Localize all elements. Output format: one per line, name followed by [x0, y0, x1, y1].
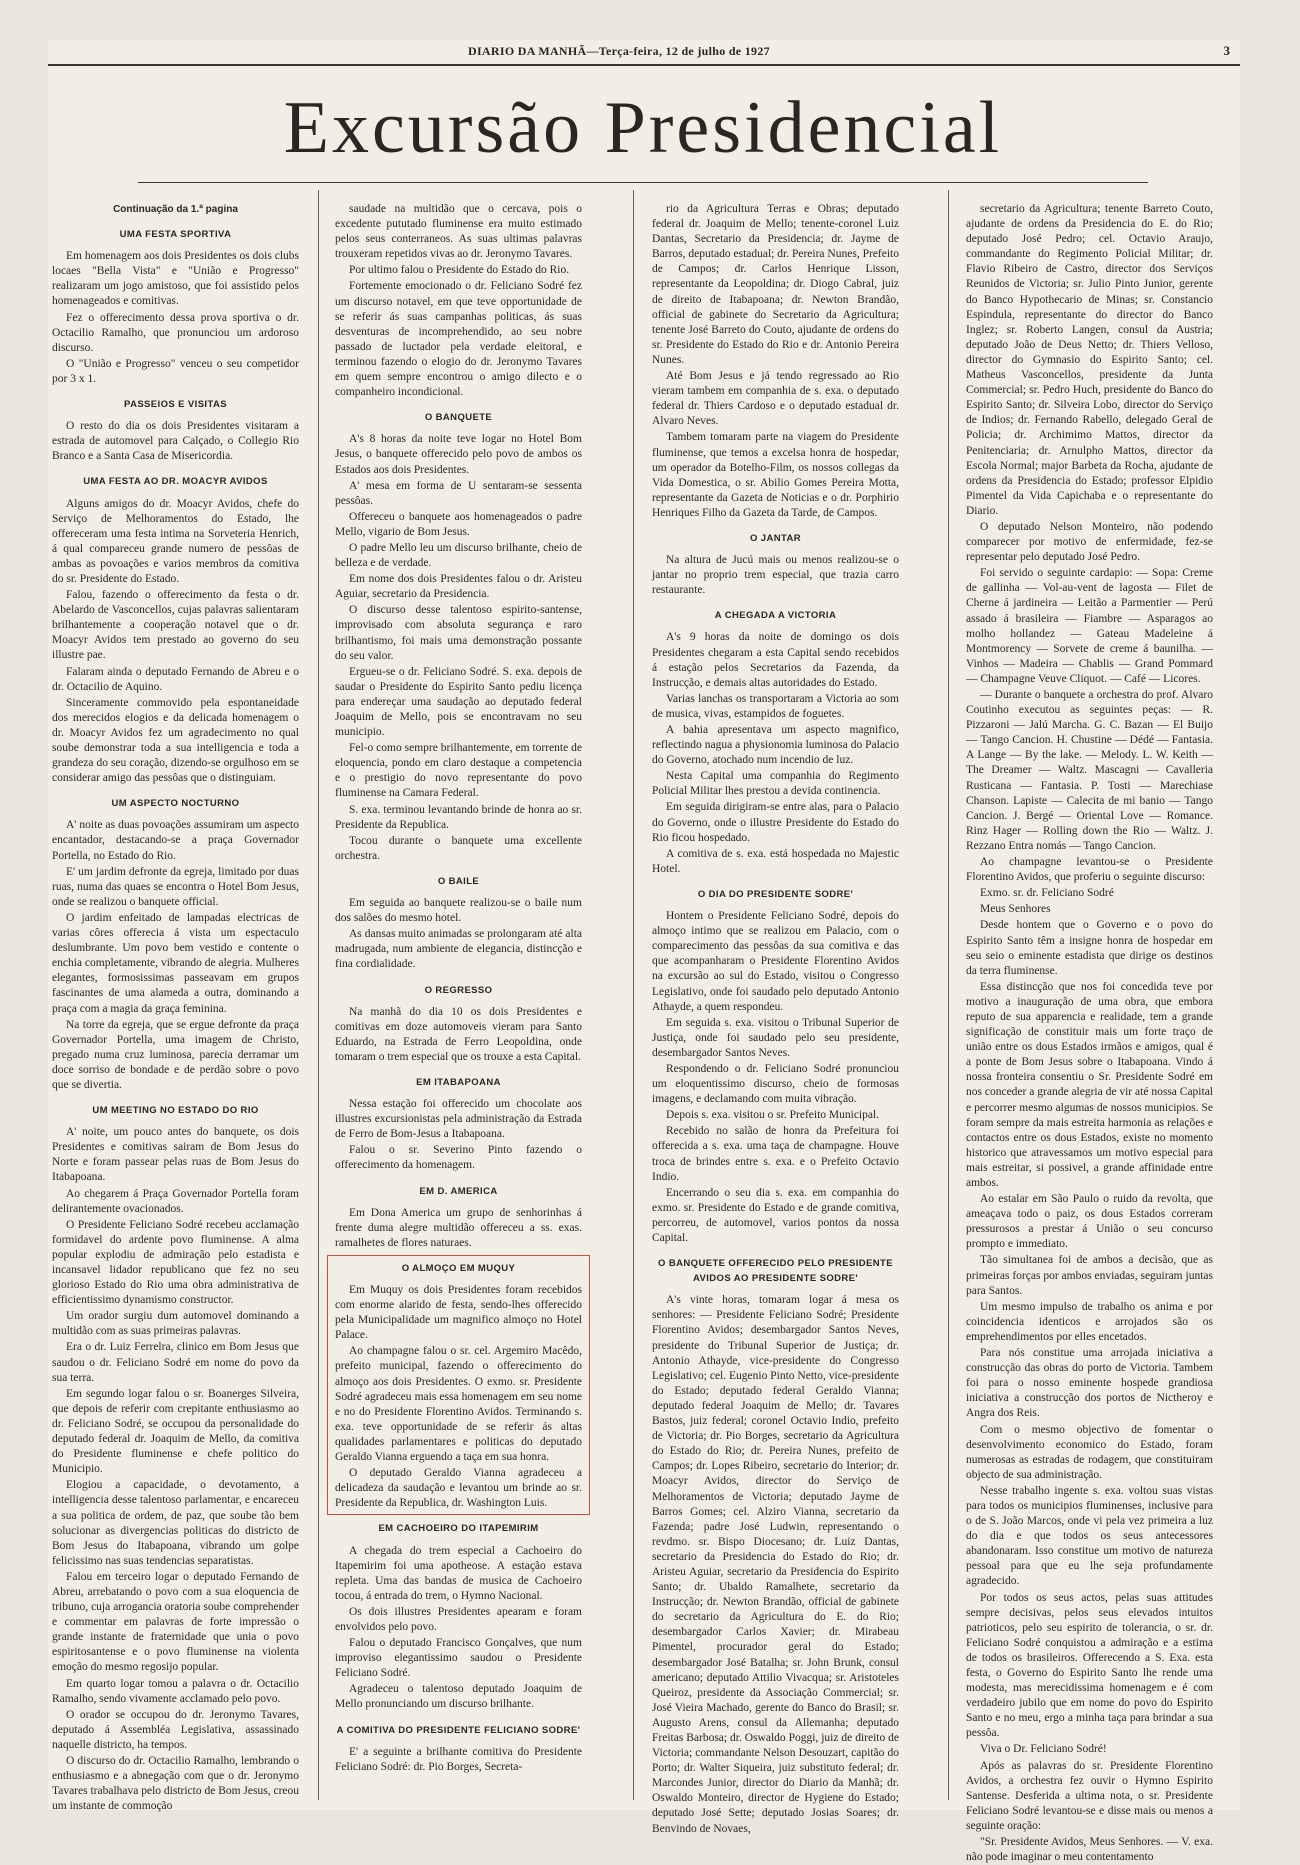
column-divider — [948, 190, 949, 1800]
section-heading: UM MEETING NO ESTADO DO RIO — [92, 1105, 259, 1117]
section-heading: O BAILE — [437, 875, 480, 887]
paragraph: Varias lanchas os transportaram a Victoria ao som de musica, vivas, estampidos de foguetes. — [652, 692, 899, 720]
paragraph: Agradeceu o talentoso deputado Joaquim de Mello pronunciando um discurso brilhante. — [335, 1683, 582, 1711]
paragraph: E' um jardim defronte da egreja, limitado por duas ruas, numa das quaes se encontra o Hotel Bom Jesus, onde se realizou o banquete official. — [52, 865, 299, 908]
paragraph: Em seguida s. exa. visitou o Tribunal Superior de Justiça, onde foi saudado pelo seu presidente, desembargador Santos Neves. — [652, 1016, 899, 1059]
paragraph: Encerrando o seu dia s. exa. em companhia do exmo. sr. Presidente do Estado e de grande comitiva, percorreu, de automovel, varios pontos da nossa Capital. — [652, 1186, 899, 1244]
section-heading: A COMITIVA DO PRESIDENTE FELICIANO SODRE' — [336, 1724, 581, 1736]
paragraph: Em quarto logar tomou a palavra o dr. Octacilio Ramalho, sendo vivamente acclamado pelo povo. — [52, 1677, 299, 1705]
section-heading: O BANQUETE — [424, 412, 493, 424]
section-heading: UMA FESTA SPORTIVA — [119, 229, 232, 241]
paragraph: O orador se occupou do dr. Jeronymo Tavares, deputado á Assembléa Legislativa, assassinado naquelle districto, ha tempos. — [52, 1708, 299, 1751]
paragraph: Nessa estação foi offerecido um chocolate aos illustres excursionistas pela administração da Estrada de Ferro de Bom-Jesus a Itabapoana. — [335, 1098, 582, 1141]
paragraph: A' noite as duas povoações assumiram um aspecto encantador, destacando-se a praça Governador Portella, no Estado do Rio. — [52, 819, 299, 862]
paragraph: Recebido no salão de honra da Prefeitura foi offerecida a s. exa. uma taça de champagne. Houve troca de brindes entre s. exa. e o Prefeito Octavio Indio. — [652, 1125, 899, 1183]
paragraph: Falou, fazendo o offerecimento da festa o dr. Abelardo de Vasconcellos, cujas palavras salientaram brilhantemente a cooperação notavel que o dr. Moacyr Avidos tem prestado ao governo do seu illustre pae. — [52, 589, 299, 662]
paragraph: Falou o deputado Francisco Gonçalves, que num improviso elegantissimo saudou o Presidente Feliciano Sodré. — [335, 1637, 582, 1680]
paragraph: Em seguida dirigiram-se entre alas, para o Palacio do Governo, onde o illustre Presidente do Estado do Rio ficou hospedado. — [652, 801, 899, 844]
paragraph: O resto do dia os dois Presidentes visitaram a estrada de automovel para Calçado, o Collegio Rio Branco e a Santa Casa de Misericordia. — [52, 420, 299, 463]
paragraph: Nesta Capital uma companhia do Regimento Policial Militar lhes prestou a devida continencia. — [652, 770, 899, 798]
paragraph: — Durante o banquete a orchestra do prof. Alvaro Coutinho executou as seguintes peças: — R. Pizzaroni — Jalú Marcha. G. C. Bazan — El Buijo — Tango Cancion. H. Chustine — Dédé — Fantasia. A Lange — By the lake. — Melody. L. W. Keith — The Dreamer — Waltz. Mascagni — Cavalleria Rusticana — Fantasia. P. Tosti — Marechiase Chanson. Lapiste — Calecita de mi banio — Tango Cancion. J. Bergé — Oriental Love — Romance. Rinz Hager — Rolling down the Rio — Waltz. J. Rezzano Entra nomás — Tango Cancion. — [966, 689, 1213, 852]
paragraph: A comitiva de s. exa. está hospedada no Majestic Hotel. — [652, 847, 899, 875]
paragraph: O padre Mello leu um discurso brilhante, cheio de belleza e de verdade. — [335, 541, 582, 570]
paragraph: "Sr. Presidente Avidos, Meus Senhores. — V. exa. não pode imaginar o meu contentamento — [966, 1836, 1213, 1864]
paragraph: rio da Agricultura Terras e Obras; deputado federal dr. Joaquim de Mello; tenente-coronel Luiz Dantas, Secretario da Presidencia; dr. Jayme de Barros, deputado estadual; dr. Pereira Nunes, Prefeito de Campos; dr. Carlos Henrique Lisson, representante da Leopoldina; dr. Diogo Cabral, juiz de direito de Itabapoana; dr. Newton Brandão, official de gabinete do Secretario da Agricultura; tenente José Barreto do Couto, ajudante de ordens do sr. Presidente do Estado do Rio e dr. Antonio Pereira Nunes. — [652, 203, 899, 366]
paragraph: A's vinte horas, tomaram logar á mesa os senhores: — Presidente Feliciano Sodré; Presidente Florentino Avidos; desembargador Santos Neves, presidente do Tribunal Superior de Justiça; dr. Antonio Athayde, vice-presidente do Congresso Legislativo; cel. Eugenio Pinto Netto, vice-presidente do Estado; deputado federal Geraldo Vianna; deputado federal Joaquim de Mello; dr. Tavares Bastos, juiz federal; coronel Octavio Indio, prefeito de Victoria; dr. Pio Borges, secretario da Agricultura do Estado do Rio; dr. Pereira Nunes, prefeito de Campos; dr. Lopes Ribeiro, secretario do Interior; dr. Moacyr Avidos, director do Serviço de Melhoramentos de Victoria; deputado Jayme de Barros Gomes; cel. Alziro Vianna, secretario da Fazenda; padre José Ludwin, representando o revdmo. sr. Bispo Diocesano; dr. Luiz Dantas, secretario da Presidencia do Estado do Rio; dr. Aristeu Aguiar, secretario da Presidencia do Espirito Santo; dr. Ubaldo Ramalhete, secretario da Instrucção; dr. Newton Brandão, official de gabinete do secretario da Agricultura do E. do Rio; desembargador Carlos Xavier; dr. Mirabeau Pimentel, procurador geral do Estado; desembargador José Batalha; sr. John Brunk, consul americano; deputado Attilio Vivacqua; sr. Aristoteles Queiroz, presidente da Associação Commercial; sr. José Vieira Machado, gerente do Banco do Brasil; sr. Augusto Arens, consul da Allemanha; deputado Freitas Barbosa; dr. Oswaldo Poggi, juiz de direito de Victoria; commandante Nelson Desouzart, capitão do Porto; dr. Walter Siqueira, juiz substituto federal; dr. Marcondes Junior, director do Diario da Manhã; dr. Oswaldo Monteiro, director de Hygiene do Estado; deputado José Sette; deputado Josias Soares; dr. Benvindo de Novaes, — [652, 1294, 899, 1835]
section-heading: O BANQUETE OFFERECIDO PELO PRESIDENTE AVIDOS AO PRESIDENTE SODRE' — [658, 1258, 893, 1285]
paragraph: Elogiou a capacidade, o devotamento, a intelligencia desse talentoso parlamentar, e encareceu a sua politica de ordem, de paz, que soube tão bem solucionar as divergencias politicas do districto de Bom Jesus do Itabapoana, vibrando um golpe felicissimo nas suas tendencias separatistas. — [52, 1479, 299, 1567]
paragraph: Viva o Dr. Feliciano Sodré! — [980, 1743, 1107, 1756]
section-heading: O ALMOÇO EM MUQUY — [401, 1262, 516, 1274]
paragraph: Essa distincção que nos foi concedida teve por motivo a inauguração de uma obra, que embora reputo de sua apparencia e realidade, tem a grande significação de constituir mais um forte traço de união entre os dous Estados irmãos e amigos, qual é a ponte de Bom Jesus sobre o Itabapoana. Vindo á nossa fronteira consentiu o Sr. Presidente Sodré em nos conceder a grande alegria de vir até nossa Capital e percorrer mesmo algumas de nossos municipios. Se foram sempre da mais estreita harmonia as relações e contactos entre os dous Estados, existe no momento historico que atravessamos um motivo especial para mais estreitar, si possivel, a grande affinidade entre ambos. — [966, 980, 1213, 1189]
paragraph: Em nome dos dois Presidentes falou o dr. Aristeu Aguiar, secretario da Presidencia. — [335, 573, 582, 601]
paragraph: Um orador surgiu dum automovel dominando a multidão com as suas primeiras palavras. — [52, 1310, 299, 1338]
paragraph: Falou o sr. Severino Pinto fazendo o offerecimento da homenagem. — [335, 1144, 582, 1172]
column-1 — [52, 202, 300, 1813]
column-divider — [633, 190, 634, 1800]
section-heading: EM D. AMERICA — [419, 1185, 498, 1197]
paragraph: Respondendo o dr. Feliciano Sodré pronunciou um eloquentissimo discurso, cheio de formosas imagens, e declamando com muita vibração. — [652, 1062, 899, 1106]
paragraph: Um mesmo impulso de trabalho os anima e por coincidencia identicos e arrojados são os emprehendimentos por elles encetados. — [966, 1300, 1213, 1343]
section-heading: O DIA DO PRESIDENTE SODRE' — [697, 888, 854, 900]
column-4 — [966, 202, 1213, 1864]
salutation: Meus Senhores — [980, 903, 1051, 916]
paragraph: Tambem tomaram parte na viagem do Presidente fluminense, que temos a excelsa honra de hospedar, um operador da Botelho-Film, os nossos collegas da Vida Domestica, o sr. Abilio Gomes Pereira Motta, representante da Gazeta de Noticias e o dr. Porphirio Henriques Filho da Gazeta da Tarde, de Campos. — [652, 431, 899, 519]
paragraph: Desde hontem que o Governo e o povo do Espirito Santo têm a insigne honra de hospedar em seu seio o eminente estadista que dirige os destinos da terra fluminense. — [966, 919, 1213, 977]
paragraph: Após as palavras do sr. Presidente Florentino Avidos, a orchestra fez ouvir o Hymno Espirito Santense. Desferida a ultima nota, o sr. Presidente Feliciano Sodré levantou-se e disse mais ou menos a seguinte oração: — [966, 1759, 1213, 1832]
section-heading: EM CACHOEIRO DO ITAPEMIRIM — [378, 1523, 539, 1535]
paragraph: A's 8 horas da noite teve logar no Hotel Bom Jesus, o banquete offerecido pelo povo de ambos os Estados aos dois Presidentes. — [335, 433, 582, 476]
paragraph: Na manhã do dia 10 os dois Presidentes e comitivas em doze automoveis vieram para Santo Eduardo, na Estrada de Ferro Leopoldina, onde tomaram o trem especial que os trouxe a esta Capital. — [335, 1005, 582, 1063]
paragraph: Foi servido o seguinte cardapio: — Sopa: Creme de gallinha — Vol-au-vent de lagosta — Filet de Cherne á jardineira — Leitão a Parmentier — Perú assado á brasileira — Fiambre — Asparagos ao molho hollandez — Gateau Madeleine á Montmorency — Sorvete de creme á baunilha. — Vinhos — Madeira — Chablis — Grand Pommard — Champagne Veuve Cliquot. — Café — Licores. — [966, 567, 1213, 685]
paragraph: Em Dona America um grupo de senhorinhas á frente duma alegre multidão offereceu a ss. exas. ramalhetes de flores naturaes. — [335, 1206, 582, 1249]
paragraph: Tocou durante o banquete uma excellente orchestra. — [335, 834, 582, 862]
section-heading: PASSEIOS E VISITAS — [124, 399, 227, 411]
paragraph: Até Bom Jesus e já tendo regressado ao Rio vieram tambem em companhia de s. exa. o deputado federal dr. Thiers Cardoso e o deputado estadual dr. Alvaro Neves. — [652, 370, 899, 428]
paragraph: Nesse trabalho ingente s. exa. voltou suas vistas para todos os municipios fluminenses, inclusive para o de S. João Marcos, onde vi pela vez primeira a luz do dia e que todos os seus antecessores abandonaram. Isso constitue um motivo de natureza pessoal para que eu lhe seja profundamente agradecido. — [966, 1484, 1213, 1588]
paragraph: Na torre da egreja, que se ergue defronte da praça Governador Portella, uma imagem de Christo, pregado numa cruz luminosa, parecia derramar um doce sorriso de bondade e de perdão sobre o povo que se divertia. — [52, 1018, 299, 1091]
paragraph: Offereceu o banquete aos homenageados o padre Mello, vigario de Bom Jesus. — [335, 510, 582, 538]
section-heading: EM ITABAPOANA — [416, 1076, 501, 1088]
paragraph: Era o dr. Luiz Ferrelra, clinico em Bom Jesus que saudou o dr. Feliciano Sodré em nome do povo da sua terra. — [52, 1341, 299, 1384]
paragraph: E' a seguinte a brilhante comitiva do Presidente Feliciano Sodré: dr. Pio Borges, Secreta- — [335, 1745, 582, 1773]
continuation-note: Continuação da 1.ª pagina — [113, 204, 238, 215]
newspaper-page — [48, 40, 1240, 1864]
paragraph: A chegada do trem especial a Cachoeiro do Itapemirim foi uma apotheose. A estação estava repleta. Uma das bandas de musica de Cachoeiro tocou, á entrada do trem, o Hymno Nacional. — [335, 1544, 582, 1602]
paragraph: O discurso desse talentoso espirito-santense, improvisado com absoluta segurança e raro brilhantismo, foi mais uma demonstração possante do seu valor. — [335, 604, 582, 662]
paragraph: Tão simultanea foi de ambos a decisão, que as primeiras forças por ambos enviadas, seguiram juntas para Santos. — [966, 1254, 1213, 1297]
paragraph: O deputado Nelson Monteiro, não podendo comparecer por motivo de enfermidade, fez-se representar pelo deputado José Pedro. — [966, 520, 1213, 564]
paragraph: Para nós constitue uma arrojada iniciativa a construcção das obras do porto de Victoria. Tambem foi para o nosso eminente hospede grandiosa iniciativa a construcção dos portos de Nictheroy e Angra dos Reis. — [966, 1347, 1213, 1420]
page-number: 3 — [1223, 43, 1230, 58]
headline-divider — [138, 182, 1148, 183]
paragraph: A bahia apresentava um aspecto magnifico, reflectindo nagua a physionomia luminosa do Palacio do Governo, atochado num incendio de luz. — [652, 724, 899, 767]
paragraph: Com o mesmo objectivo de fomentar o desenvolvimento economico do Estado, foram numerosas as estradas de rodagem, que constituiram objecto de sua administração. — [966, 1423, 1213, 1481]
section-heading: A CHEGADA A VICTORIA — [714, 610, 837, 622]
paragraph: Ergueu-se o dr. Feliciano Sodré. S. exa. depois de saudar o Presidente do Espirito Santo pediu licença para endereçar uma saudação ao deputado federal Joaquim de Mello, pois se encontravam no seu municipio. — [335, 665, 582, 739]
column-2 — [335, 202, 582, 1802]
paragraph: S. exa. terminou levantando brinde de honra ao sr. Presidente da Republica. — [335, 803, 582, 831]
paragraph: Em segundo logar falou o sr. Boanerges Silveira, que depois de referir com crepitante enthusiasmo ao dr. Feliciano Sodré, se occupou da personalidade do deputado federal dr. Joaquim de Mello, da comitiva do Presidente fluminense e chefe politico do Municipio. — [52, 1387, 299, 1476]
paragraph: Falaram ainda o deputado Fernando de Abreu e o dr. Octacilio de Aquino. — [52, 665, 299, 693]
paragraph: Fez o offerecimento dessa prova sportiva o dr. Octacilio Ramalho, que pronunciou um ardoroso discurso. — [52, 311, 299, 354]
paragraph: Na altura de Jucú mais ou menos realizou-se o jantar no proprio trem especial, que trazia carro restaurante. — [652, 554, 899, 597]
paragraph: Depois s. exa. visitou o sr. Prefeito Municipal. — [666, 1109, 880, 1122]
paragraph: Em seguida ao banquete realizou-se o baile num dos salões do mesmo hotel. — [335, 897, 582, 925]
paragraph: O Presidente Feliciano Sodré recebeu acclamação formidavel do ardente povo fluminense. A alma popular explodiu de admiração pelo estadista e incansavel lidador republicano que fez no seu glorioso Estado do Rio uma obra administrativa de efficientissimo dynamismo constructor. — [52, 1218, 299, 1307]
paragraph: A's 9 horas da noite de domingo os dois Presidentes chegaram a esta Capital sendo recebidos á estação pelos Secretarios da Fazenda, da Instrucção, e demais altas autoridades do Estado. — [652, 631, 899, 689]
section-heading: O JANTAR — [749, 532, 802, 544]
paragraph: Em Muquy os dois Presidentes foram recebidos com enorme alarido de festa, sendo-lhes offerecido pela Municipalidade um magnifico almoço no Hotel Palace. — [335, 1284, 582, 1342]
section-heading: O REGRESSO — [424, 984, 493, 996]
paragraph: Ao estalar em São Paulo o ruido da revolta, que ameaçava todo o paiz, os dous Estados correram pressurosos a prestar á União o seu concurso prompto e immediato. — [966, 1193, 1213, 1251]
paragraph: secretario da Agricultura; tenente Barreto Couto, ajudante de ordens da Presidencia do E. do Rio; deputado José Pedro; cel. Octavio Araujo, commandante do Regimento Policial Militar; dr. Flavio Ribeiro de Castro, director dos Serviços Reunidos de Victoria; sr. Julio Pinto Junior, gerente do Banco Hypothecario de Minas; sr. Constancio Espindula, representante do director do Banco Inglez; sr. Roberto Langen, consul da Austria; deputado João de Deus Netto; dr. Thiers Velloso, director do Gymnasio do Espirito Santo; cel. Matheus Vasconcellos, presidente da Junta Commercial; sr. Pedro Huch, presidente do Banco do Espirito Santo; dr. Silveira Lobo, director do Serviço de Indios; dr. Fernando Rabello, delegado Geral de Policia; dr. Archimimo Mattos, director da Penitenciaria; dr. Arnulpho Mattos, director da Escola Normal; major Barbeta da Rocha, ajudante de ordens da Presidencia do Estado; professor Elpidio Pimentel da Vida Capichaba e o representante do Diario. — [966, 203, 1213, 517]
paragraph: O deputado Geraldo Vianna agradeceu a delicadeza da saudação e levantou um brinde ao sr. Presidente da Republica, dr. Washington Luis. — [335, 1467, 582, 1510]
paragraph: Por todos os seus actos, pelas suas attitudes sempre decisivas, pelos seus elevados intuitos patrioticos, pelo seu espirito de tolerancia, o sr. dr. Feliciano Sodré conquistou a admiração e a estima de todos os brasileiros. Offerecendo a S. Exa. esta festa, o Governo do Espirito Santo lhe rende uma modesta, mas merecidissima homenagem e é com verdadeiro jubilo que em nome do povo do Espirito Santo e no meu, ergo a minha taça para brindar a sua pessôa. — [966, 1591, 1213, 1740]
paragraph: Os dois illustres Presidentes apearam e foram envolvidos pelo povo. — [335, 1605, 582, 1633]
paragraph: Fortemente emocionado o dr. Feliciano Sodré fez um discurso notavel, em que teve opportunidade de se referir ás suas campanhas politicas, ás suas desventuras de incomprehendido, ao seu nobre passado de luctador pela verdade eleitoral, e terminou fazendo o elogio do dr. Jeronymo Tavares em quem sempre encontrou o amigo dilecto e o companheiro incondicional. — [335, 280, 582, 399]
paragraph: O jardim enfeitado de lampadas electricas de varias côres offerecia á vista um espectaculo deslumbrante. Um povo bem vestido e contente o enchia completamente, vibrando de alegria. Mulheres elegantes, formosissimas passeavam em grupos fascinantes de uma alameda a outra, dominando a praça com a magia da graça feminina. — [52, 911, 299, 1015]
masthead — [48, 40, 1240, 66]
section-heading: UMA FESTA AO DR. MOACYR AVIDOS — [83, 476, 268, 488]
paragraph: Falou em terceiro logar o deputado Fernando de Abreu, arrebatando o povo com a sua eloquencia de tribuno, cuja arrogancia oratoria soube comprehender e commentar em palavras de forte impressão o grande instante de fraternidade que unia o povo espiritosantense e o povo fluminense na violenta emoção do mesmo regosijo popular. — [52, 1570, 299, 1674]
paragraph: Ao champagne falou o sr. cel. Argemiro Macêdo, prefeito municipal, fazendo o offerecimento do almoço aos dois Presidentes. O exmo. sr. Presidente Sodré agradeceu mais essa homenagem em seu nome e no do Presidente Florentino Avidos. Terminando s. exa. teve opportunidade de se referir ás altas qualidades parlamentares e politicas do deputado Geraldo Vianna erguendo a taça em sua honra. — [335, 1345, 582, 1464]
paragraph: A' noite, um pouco antes do banquete, os dois Presidentes e comitivas sairam de Bom Jesus do Norte e foram passear pelas ruas de Bom Jesus do Itabapoana. — [52, 1126, 299, 1184]
paragraph: Por ultimo falou o Presidente do Estado do Rio. — [349, 264, 570, 277]
column-3 — [652, 202, 899, 1835]
paragraph: Em homenagem aos dois Presidentes os dois clubs locaes "Bella Vista" e "União e Progresso" realizaram um jogo amistoso, que foi assistido pelos homenageados e comitivas. — [52, 250, 299, 308]
paragraph: O discurso do dr. Octacilio Ramalho, lembrando o enthusiasmo e a abnegação com que o dr. Jeronymo Tavares trabalhava pelo districto de Bom Jesus, creou um instante de commoção — [52, 1755, 300, 1813]
column-divider — [318, 190, 319, 1800]
masthead-date: DIARIO DA MANHÃ—Terça-feira, 12 de julho de 1927 — [468, 44, 770, 58]
paragraph: Fel-o como sempre brilhantemente, em torrente de eloquencia, pondo em claro destaque a competencia e o prestigio do novo representante do povo fluminense na Camara Federal. — [335, 742, 582, 800]
paragraph: saudade na multidão que o cercava, pois o excedente pututado fluminense era muito estimado pelos seus conterraneos. As suas ultimas palavras trouxeram repetidos vivas ao dr. Jeronymo Tavares. — [335, 203, 582, 261]
page-headline: Excursão Presidencial — [283, 87, 1003, 169]
salutation: Exmo. sr. dr. Feliciano Sodré — [980, 887, 1114, 900]
paragraph: As dansas muito animadas se prolongaram até alta madrugada, num ambiente de elegancia, distincção e fina cordialidade. — [335, 928, 582, 971]
paragraph: O "União e Progresso" venceu o seu competidor por 3 x 1. — [52, 357, 299, 385]
paragraph: Ao chegarem á Praça Governador Portella foram delirantemente ovacionados. — [52, 1187, 299, 1215]
paragraph: Sinceramente commovido pela espontaneidade dos merecidos elogios e da delicada homenagem o dr. Moacyr Avidos fez um agradecimento no qual soube demonstrar toda a sua intelligencia e toda a grandeza do seu coração, dizendo-se orgulhoso em se considerar amigo das pessôas que o distinguiam. — [52, 696, 299, 785]
section-heading: UM ASPECTO NOCTURNO — [111, 798, 240, 810]
paragraph: Hontem o Presidente Feliciano Sodré, depois do almoço intimo que se realizou em Palacio, com o comparecimento das pessôas da sua comitiva e das que acompanharam o Presidente Florentino Avidos na excursão ao sul do Estado, visitou o Congresso Legislativo, onde foi saudado pelo deputado Antonio Athayde, a quem respondeu. — [652, 910, 899, 1013]
paragraph: Alguns amigos do dr. Moacyr Avidos, chefe do Serviço de Melhoramentos do Estado, lhe offereceram uma festa intima na Sorveteria Henrich, á qual compareceu grande numero de pessôas de ambas as povoações e varios membros da comitiva do sr. Presidente do Estado. — [52, 497, 299, 585]
paragraph: A' mesa em forma de U sentaram-se sessenta pessôas. — [335, 479, 582, 507]
paragraph: Ao champagne levantou-se o Presidente Florentino Avidos, que proferiu o seguinte discurso: — [966, 856, 1213, 884]
